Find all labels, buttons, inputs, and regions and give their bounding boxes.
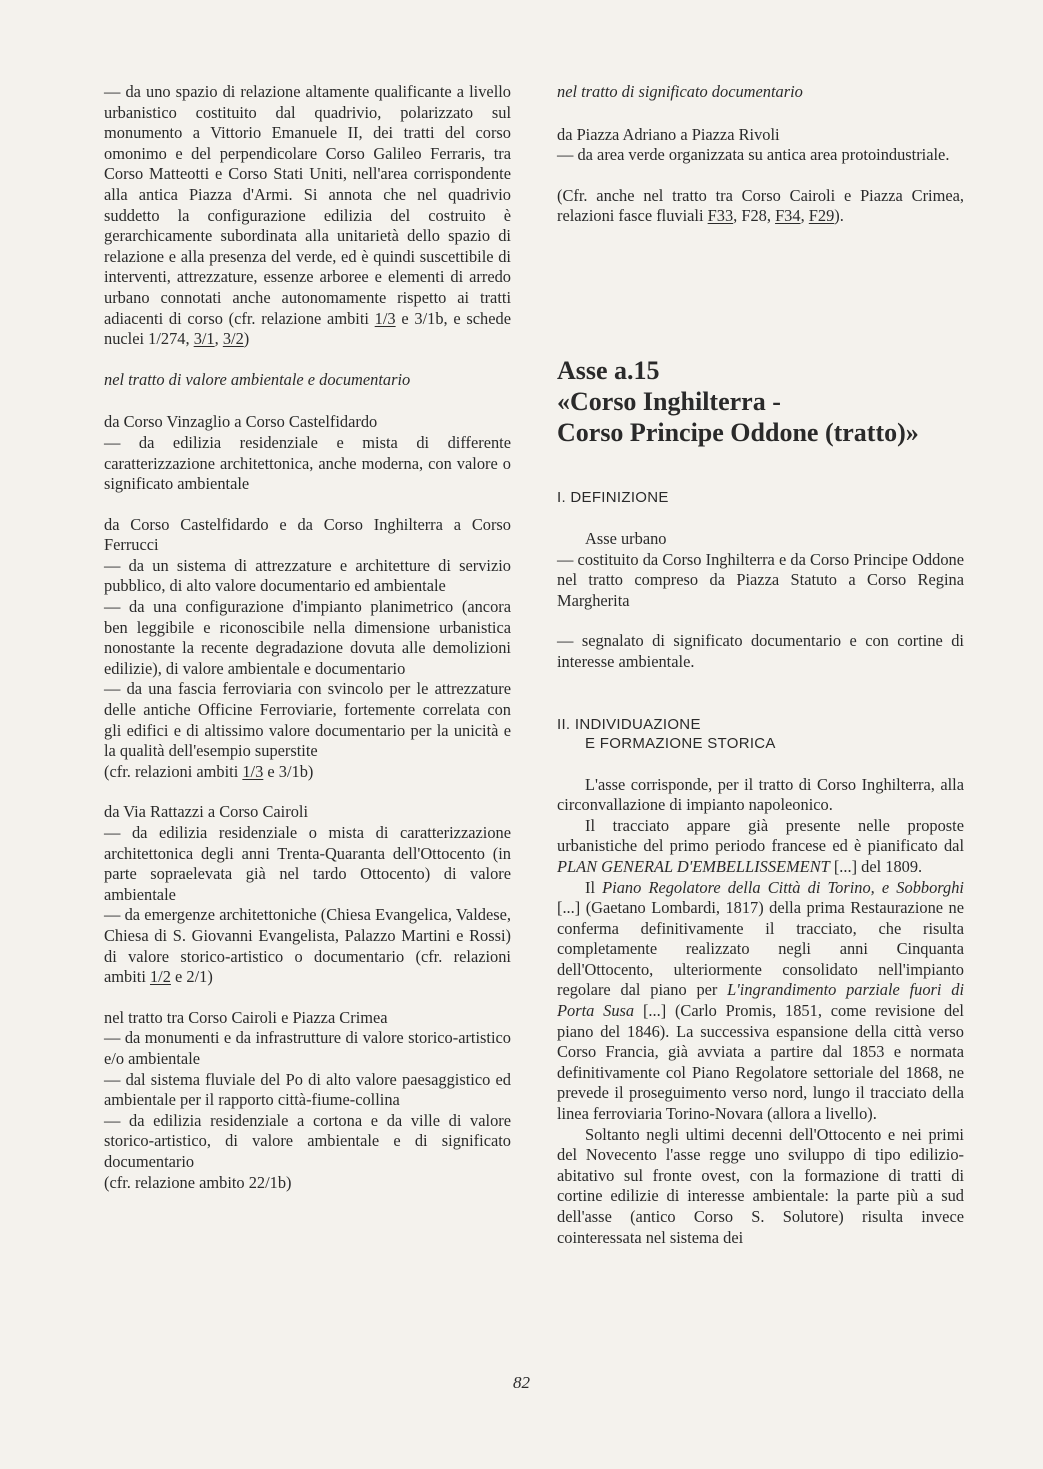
list-item: — da emergenze architettoniche (Chiesa Evangelica, Valdese, Chiesa di S. Giovanni Evangelista, Palazzo Martini e Rossi) di valore storico-artistico o documentario (cfr. relazioni ambiti 1/2 e 2/1)	[104, 905, 511, 987]
reference: (cfr. relazioni ambiti 1/3 e 3/1b)	[104, 761, 314, 781]
reference: (cfr. relazione ambito 22/1b)	[104, 1172, 292, 1192]
body-paragraph: Il tracciato appare già presente nelle proposte urbanistiche del primo periodo francese ed è pianificato dal PLAN GENERAL D'EMBELLISSEMENT [...] del 1809.	[557, 815, 964, 876]
group-title: da Corso Castelfidardo e da Corso Inghilterra a Corso Ferrucci	[104, 514, 511, 555]
group-title: Asse urbano	[585, 528, 667, 548]
subtitle-valore-ambientale: nel tratto di valore ambientale e documentario	[104, 369, 411, 389]
section-title-individuazione: II. INDIVIDUAZIONE	[557, 715, 701, 733]
list-item: — da un sistema di attrezzature e architetture di servizio pubblico, di alto valore documentario ed ambientale	[104, 555, 511, 596]
section-heading: «Corso Inghilterra -	[557, 386, 781, 416]
body-paragraph: L'asse corrisponde, per il tratto di Corso Inghilterra, alla circonvallazione di impianto napoleonico.	[557, 774, 964, 815]
group-title: da Piazza Adriano a Piazza Rivoli	[557, 124, 780, 144]
list-item: — da edilizia residenziale a cortona e da ville di valore storico-artistico, di valore ambientale e di significato documentario	[104, 1110, 511, 1171]
right-column	[557, 82, 964, 1248]
list-item: — dal sistema fluviale del Po di alto valore paesaggistico ed ambientale per il rapporto città-fiume-collina	[104, 1069, 511, 1110]
section-heading: Corso Principe Oddone (tratto)»	[557, 417, 919, 447]
group-title: da Corso Vinzaglio a Corso Castelfidardo	[104, 412, 378, 432]
section-heading: Asse a.15	[557, 355, 660, 385]
body-paragraph: Soltanto negli ultimi decenni dell'Ottocento e nei primi del Novecento l'asse regge uno sviluppo di tipo edilizio-abitativo sul fronte ovest, con la formazione di tratti di cortine edilizie di interesse ambientale: la parte più a sud dell'asse (antico Corso S. Solutore) risulta invece cointeressata nel sistema dei	[557, 1124, 964, 1247]
page-number: 82	[513, 1373, 530, 1392]
subtitle-significato-documentario: nel tratto di significato documentario	[557, 82, 803, 101]
body-paragraph: Il Piano Regolatore della Città di Torino, e Sobborghi [...] (Gaetano Lombardi, 1817) della prima Restaurazione ne conferma definitivamente il tracciato, che risulta completamente realizzato negli anni Cinquanta dell'Ottocento, ulteriormente consolidato nell'impianto regolare dal piano per L'ingrandimento parziale fuori di Porta Susa [...] (Carlo Promis, 1851, come revisione del piano del 1846). La successiva espansione della città verso Corso Francia, già avviata a partire dal 1853 e normata definitivamente col Piano Regolatore settoriale del 1868, ne prevede il proseguimento verso nord, lungo il tracciato della linea ferroviaria Torino-Novara (allora a livello).	[557, 877, 964, 1124]
left-column	[104, 82, 511, 1193]
list-item: — da una fascia ferroviaria con svincolo per le attrezzature delle antiche Officine Ferroviarie, fortemente correlata con gli edifici e di altissimo valore documentario per la unicità e la qualità dell'esempio superstite	[104, 679, 511, 761]
list-item: — segnalato di significato documentario e con cortine di interesse ambientale.	[557, 631, 964, 671]
section-title-definizione: I. DEFINIZIONE	[557, 488, 669, 506]
list-item: — da edilizia residenziale o mista di caratterizzazione architettonica degli anni Trenta-Quaranta dell'Ottocento (in parte sopraelevata già nel tardo Ottocento) di valore ambientale	[104, 823, 511, 904]
list-item: — da monumenti e da infrastrutture di valore storico-artistico e/o ambientale	[104, 1028, 511, 1068]
list-item: — da edilizia residenziale e mista di differente caratterizzazione architettonica, anche moderna, con valore o significato ambientale	[104, 432, 511, 494]
reference: (Cfr. anche nel tratto tra Corso Cairoli e Piazza Crimea, relazioni fasce fluviali F33, F28, F34, F29).	[557, 185, 964, 226]
list-item: — da area verde organizzata su antica area protoindustriale.	[557, 145, 950, 165]
list-item: — da una configurazione d'impianto planimetrico (ancora ben leggibile e riconoscibile nella dimensione urbanistica nonostante la recente degradazione dovuta alle demolizioni edilizie), di valore ambientale e documentario	[104, 597, 511, 678]
group-title: nel tratto tra Corso Cairoli e Piazza Crimea	[104, 1007, 388, 1027]
group-title: da Via Rattazzi a Corso Cairoli	[104, 802, 308, 822]
paragraph-quadrivio: — da uno spazio di relazione altamente qualificante a livello urbanistico costituito dal quadrivio, polarizzato sul monumento a Vittorio Emanuele II, dei tratti del corso omonimo e del perpendicolare Corso Galileo Ferraris, tra Corso Matteotti e Corso Stati Uniti, nell'area corrispondente alla antica Piazza d'Armi. Si annota che nel quadrivio suddetto la configurazione edilizia del costruito è gerarchicamente subordinata alla unitarietà dello spazio di relazione e alla presenza del verde, ed è quindi suscettibile di interventi, attrezzature, essenze arboree e elementi di arredo urbano connotati anche autonomamente rispetto ai tratti adiacenti di corso (cfr. relazione ambiti 1/3 e 3/1b, e schede nuclei 1/274, 3/1, 3/2)	[104, 82, 511, 349]
section-title-individuazione: E FORMAZIONE STORICA	[585, 734, 776, 752]
list-item: — costituito da Corso Inghilterra e da Corso Principe Oddone nel tratto compreso da Piazza Statuto a Corso Regina Margherita	[557, 549, 964, 610]
